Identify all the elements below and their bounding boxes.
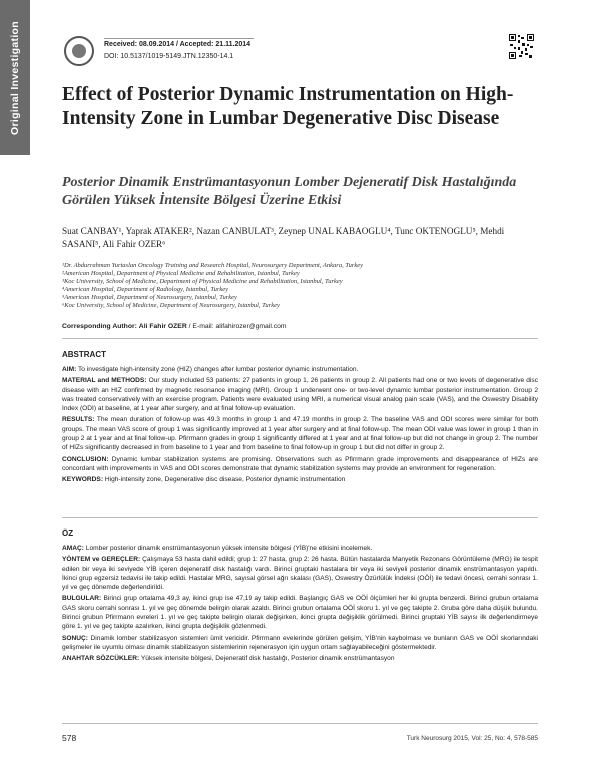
amac-label: AMAÇ: xyxy=(62,545,84,552)
sonuc-text: Dinamik lomber stabilizasyon sistemleri ümit vericidir. Pfirrmann evelerinde görülen gelişim, YİB'nin kaybolması ve bunların GAS ve OÖİ skorlarındaki gelişmeler ile uyumlu olması dinamik stabilizasyon sistemlerinin rejenerasyon için uygun ortam sağlayabileceğini göstermektedir. xyxy=(62,634,538,651)
results-label: RESULTS: xyxy=(62,416,95,424)
anahtar-text: Yüksek intensite bölgesi, Dejeneratif disk hastalığı, Posterior dinamik enstrümantasyon xyxy=(140,655,395,663)
yontem-text: Çalışmaya 53 hasta dahil edildi; grup 1: 27 hasta, grup 2: 26 hasta. Bütün hastalarda Manyetik Rezonans Görüntüleme (MRG) ile tespit edilen bir veya iki seviyede YİB içeren dejeneratif disk hastalığı vardı. Birinci gruptaki hastalara bir veya iki seviyeli posterior dinamik enstrümantasyon yapıldı. İkinci grup egzersiz tedavisi ile takip edildi. Hastalar MRG, sayısal görsel ağrı skalası (GAS), Oswestry Özürlülük İndeksi (OÖİ) ile tedavi öncesi, cerrahi sonrası 1. yıl ve geç dönemde değerlendirildi. xyxy=(62,556,538,592)
bulgular-label: BULGULAR: xyxy=(62,595,102,603)
email-link[interactable]: alifahirozer@gmail.com xyxy=(215,323,287,330)
section-divider xyxy=(62,517,538,518)
doi: DOI: 10.5137/1019-5149.JTN.12350-14.1 xyxy=(104,53,234,60)
keywords-label: KEYWORDS: xyxy=(62,476,104,484)
bulgular-text: Birinci grup ortalama 49,3 ay, ikinci grup ise 47,19 ay takip edildi. Başlangıç GAS ve OÖİ ölçümleri her iki grupta benzerdi. Birinci grubun ortalama GAS skoru cerrahi sonrası 1. yıl ve geç dönemde belirgin olarak azaldı. Birinci grubun ortalama OÖİ skoru 1. yıl ve geç takipte 2. Gruba göre daha düşük bulundu. Birinci grubun Pfirrmann evreleri 1. yıl ve geç takipte belirgin olarak değişirken, ikinci grupta değişiklik görülmedi. Birinci gruptaki YİB sayısı ilk değerlendirmeye göre 1. yıl ve geç takipte azalırken, ikinci grupta değişiklik gözlenmedi. xyxy=(62,595,538,631)
corresponding-name: Ali Fahir OZER xyxy=(138,323,187,330)
amac-text: Lomber posterior dinamik enstrümantasyonun yüksek intensite bölgesi (YİB)'ne etkisini incelemek. xyxy=(85,545,373,552)
aim-text: To investigate high-intensity zone (HIZ) changes after lumbar posterior dynamic instrumentation. xyxy=(78,366,359,373)
journal-citation: Turk Neurosurg 2015, Vol: 25, No: 4, 578-585 xyxy=(406,735,538,742)
corresponding-author xyxy=(62,323,287,330)
sonuc-label: SONUÇ: xyxy=(62,634,89,642)
affiliation-item: ⁶Koc University, School of Medicine, Department of Neurosurgery, Istanbul, Turkey xyxy=(62,302,280,309)
article-type-label: Original Investigation xyxy=(9,21,21,135)
page-number: 578 xyxy=(62,733,77,743)
oz-body xyxy=(62,544,538,666)
affiliation-item: ¹Dr. Abdurrahman Yurtaslan Oncology Training and Research Hospital, Neurosurgery Department, Ankara, Turkey xyxy=(62,262,364,269)
methods-text: Our study included 53 patients: 27 patients in group 1, 26 patients in group 2. All patients had one or two levels of degenerative disc disease with an HIZ confirmed by magnetic resonance imaging (MRI). Group 1 underwent one- or two-level dynamic lumbar posterior instrumentation. Group 2 was treated conservatively with an exercise program. Patients were evaluated using MRI, a numerical visual analog pain scale (VAS), and the Oswestry Disability Index (ODI) at baseline, at 1 year after surgery, and at final follow-up evaluation. xyxy=(62,377,538,413)
keywords-text: High-intensity zone, Degenerative disc disease, Posterior dynamic instrumentation xyxy=(104,476,346,484)
affiliation-item: ⁴American Hospital, Department of Radiology, Istanbul, Turkey xyxy=(62,286,229,293)
affiliations xyxy=(62,262,542,310)
corresponding-label: Corresponding Author: xyxy=(62,323,137,330)
affiliation-item: ²American Hospital, Department of Physical Medicine and Rehabilitation, Istanbul, Turkey xyxy=(62,270,300,277)
affiliation-item: ³Koc University, School of Medicine, Department of Physical Medicine and Rehabilitation, Istanbul, Turkey xyxy=(62,278,343,285)
header-divider xyxy=(104,38,254,39)
email-label: / E-mail: xyxy=(188,323,214,330)
journal-logo xyxy=(64,36,94,66)
article-type-sidebar xyxy=(0,0,30,155)
abstract-body xyxy=(62,365,538,487)
abstract-heading: ABSTRACT xyxy=(62,350,106,359)
received-accepted-dates: Received: 08.09.2014 / Accepted: 21.11.2014 xyxy=(104,41,251,48)
methods-label: MATERIAL and METHODS: xyxy=(62,377,147,385)
author-list: Suat CANBAY¹, Yaprak ATAKER², Nazan CANBULAT³, Zeynep UNAL KABAOGLU⁴, Tunc OKTENOGLU⁵, Mehdi SASANI⁵, Ali Fahir OZER⁶ xyxy=(62,226,505,249)
oz-heading: ÖZ xyxy=(62,529,74,538)
affiliation-item: ⁵American Hospital, Department of Neurosurgery, Istanbul, Turkey xyxy=(62,294,237,301)
conclusion-text: Dynamic lumbar stabilization systems are promising. Observations such as Pfirrmann grade improvements and disappearance of HIZs are concordant with improvements in VAS and ODI scores demonstrate that dynamic stabilization systems may provide an environment for regeneration. xyxy=(62,455,538,472)
aim-label: AIM: xyxy=(62,366,77,373)
conclusion-label: CONCLUSION: xyxy=(62,455,109,463)
article-title: Effect of Posterior Dynamic Instrumentation on High-Intensity Zone in Lumbar Degenerative Disc Disease xyxy=(62,84,514,129)
anahtar-label: ANAHTAR SÖZCÜKLER: xyxy=(62,655,140,663)
results-text: The mean duration of follow-up was 49.3 months in group 1 and 47.19 months in group 2. The baseline VAS and ODI scores were similar for both groups. The mean VAS score of group 1 was significantly improved at 1 year after surgery and at final follow-up. The mean ODI value was lower in group 1 than in group 2 at 1 year and at final follow-up. Pfirrmann grades in group 1 significantly differed at 1 year and at final follow-up but did not change in group 2. The number of HIZs significantly decreased in from baseline to 1 year and from baseline to final follow-up in group 1 but did not differ in group 2. xyxy=(62,416,538,452)
article-subtitle-turkish: Posterior Dinamik Enstrümantasyonun Lomber Dejeneratif Disk Hastalığında Görülen Yüksek İntensite Bölgesi Üzerine Etkisi xyxy=(62,175,517,208)
qr-code-icon xyxy=(509,34,534,59)
section-divider xyxy=(62,338,538,339)
yontem-label: YÖNTEM ve GEREÇLER: xyxy=(62,556,141,564)
footer-divider xyxy=(62,723,538,724)
